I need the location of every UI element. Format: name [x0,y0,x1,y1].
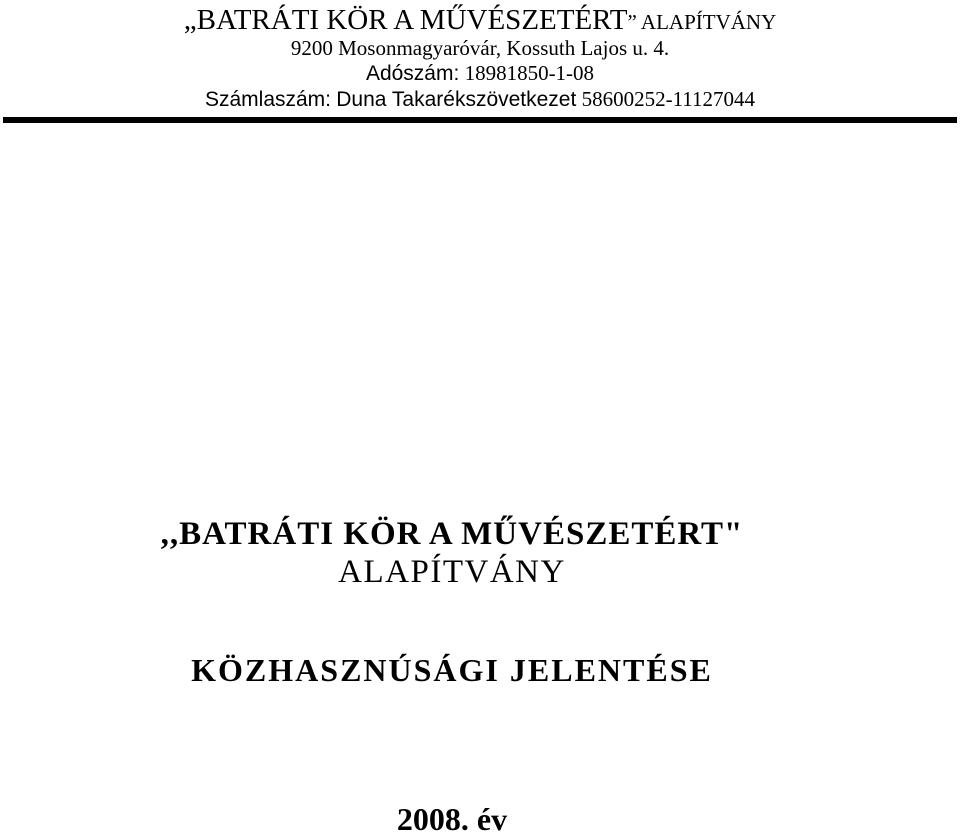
bank-account-number: 58600252-11127044 [581,87,756,111]
bank-name: Duna Takarékszövetkezet [336,88,577,111]
organization-address: 9200 Mosonmagyaróvár, Kossuth Lajos u. 4. [290,36,670,60]
cover-title [0,515,904,591]
tax-number-label: Adószám: [365,62,460,85]
letterhead-divider [3,117,957,123]
organization-suffix: ” ALAPÍTVÁNY [627,10,777,34]
bank-account-label: Számlaszám: [204,88,331,111]
cover-title-line-1: ,,BATRÁTI KÖR A MŰVÉSZETÉRT" [160,516,744,552]
tax-number-line [0,61,960,86]
cover-title-line-2: ALAPÍTVÁNY [338,554,566,590]
bank-account-line [0,87,960,112]
report-title: KÖZHASZNÚSÁGI JELENTÉSE [191,652,713,688]
report-year: 2008. év [396,801,508,837]
organization-name: „BATRÁTI KÖR A MŰVÉSZETÉRT [183,4,628,36]
tax-number-value: 18981850-1-08 [464,61,595,85]
